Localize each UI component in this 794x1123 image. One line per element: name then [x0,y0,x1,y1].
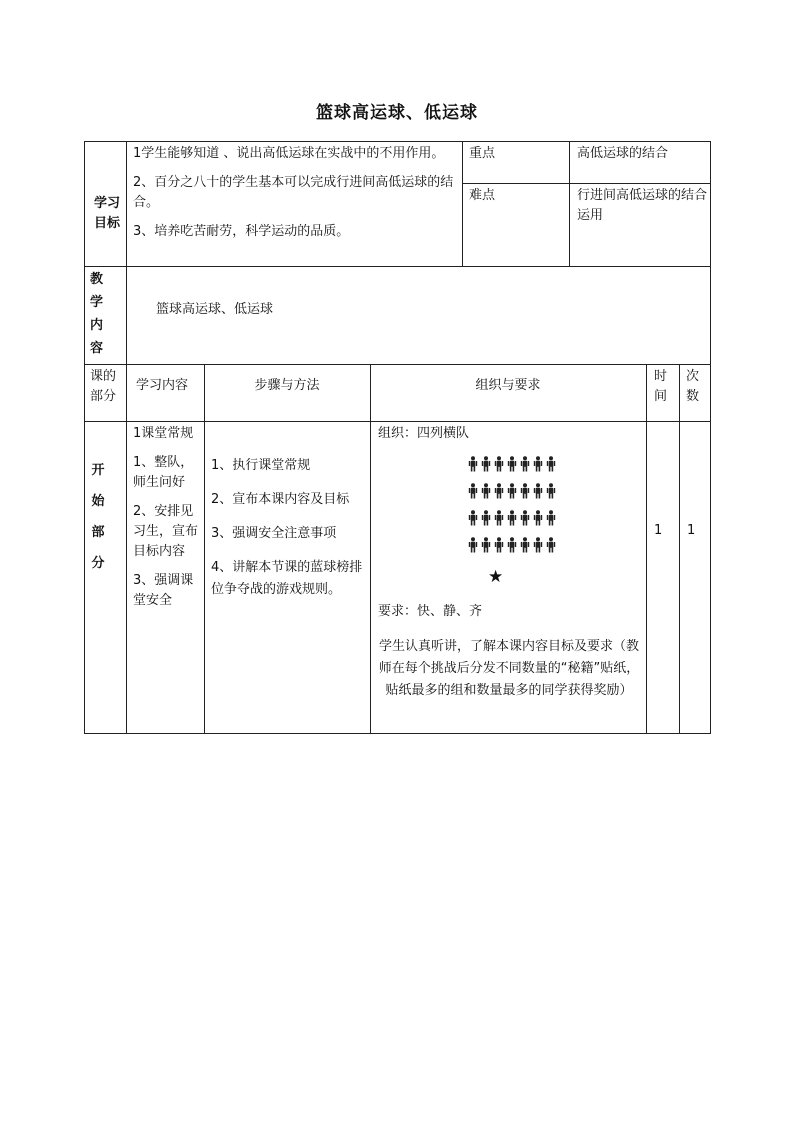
student-icon [494,537,504,553]
content-label: 教学内容 [90,272,104,356]
student-icon [533,537,543,553]
col-divider [462,141,463,267]
col-divider [126,141,127,734]
formation-row [378,537,646,553]
student-icon [481,456,491,472]
student-icon [533,510,543,526]
student-icon [520,483,530,499]
content-value: 篮球高运球、低运球 [156,302,274,317]
key-label: 重点 [469,146,496,161]
col-divider [370,364,371,734]
student-icon [533,483,543,499]
col-divider [646,364,647,734]
table-border-bottom [84,733,711,734]
count-value: 1 [687,523,696,538]
requirement: 要求：快、静、齐 [378,604,483,619]
time-value: 1 [654,523,663,538]
goals-list [133,144,459,251]
study-item: 1课堂常规 [133,426,194,441]
student-icon [494,483,504,499]
student-icon [507,537,517,553]
student-icon [507,483,517,499]
difficulty-value: 行进间高低运球的结合运用 [577,188,708,223]
student-icon [546,456,556,472]
org-label: 组织：四列横队 [378,426,470,441]
table-border-right [710,141,711,734]
header-org: 组织与要求 [475,378,541,393]
student-icon [468,456,478,472]
student-icon [533,456,543,472]
study-item: 2、安排见习生，宣布目标内容 [133,504,199,559]
student-icon [546,537,556,553]
student-icon [520,456,530,472]
student-icon [481,483,491,499]
steps-list [211,455,367,610]
org-note: 学生认真听讲，了解本课内容目标及要求（教师在每个挑战后分发不同数量的“秘籍”贴纸，贴纸最多的组和数量最多的同学获得奖励） [378,639,640,698]
header-time: 时间 [654,369,668,404]
student-icon [520,510,530,526]
header-part: 课的部分 [90,369,117,404]
table-border-top [84,141,711,142]
table-row-divider [84,421,711,422]
student-icon [481,510,491,526]
step-item: 4、讲解本节课的蓝球榜排位争夺战的游戏规则。 [211,560,363,597]
formation-row [378,456,646,472]
student-icon [546,483,556,499]
header-count: 次数 [686,369,700,404]
student-icon [494,510,504,526]
study-item: 3、强调课堂安全 [133,573,194,608]
formation-diagram [378,456,646,564]
student-icon [494,456,504,472]
page-title: 篮球高运球、低运球 [316,103,478,123]
goals-label: 学习目标 [93,196,120,231]
study-item: 1、整队，师生问好 [133,455,194,490]
goal-item: 3、培养吃苦耐劳，科学运动的品质。 [133,224,350,239]
key-row-divider [462,183,711,184]
student-icon [481,537,491,553]
student-icon [468,510,478,526]
student-icon [468,483,478,499]
table-row-divider [84,266,711,267]
student-icon [507,456,517,472]
teacher-star-icon: ★ [488,567,504,587]
student-icon [520,537,530,553]
start-part-label: 开始部分 [91,463,105,571]
col-divider [569,141,570,267]
difficulty-label: 难点 [469,188,496,203]
student-icon [507,510,517,526]
study-list [133,424,201,620]
goal-item: 2、百分之八十的学生基本可以完成行进间高低运球的结合。 [133,175,454,210]
goal-item: 1学生能够知道 、说出高低运球在实战中的不用作用。 [133,146,445,161]
col-divider [204,364,205,734]
formation-row [378,483,646,499]
header-steps: 步骤与方法 [254,378,320,393]
step-item: 2、宣布本课内容及目标 [211,492,350,507]
student-icon [468,537,478,553]
header-study: 学习内容 [136,378,189,393]
table-border-left [84,141,85,734]
col-divider [679,364,680,734]
step-item: 1、执行课堂常规 [211,458,311,473]
key-value: 高低运球的结合 [577,146,669,161]
step-item: 3、强调安全注意事项 [211,526,337,541]
student-icon [546,510,556,526]
formation-row [378,510,646,526]
table-row-divider [84,364,711,365]
